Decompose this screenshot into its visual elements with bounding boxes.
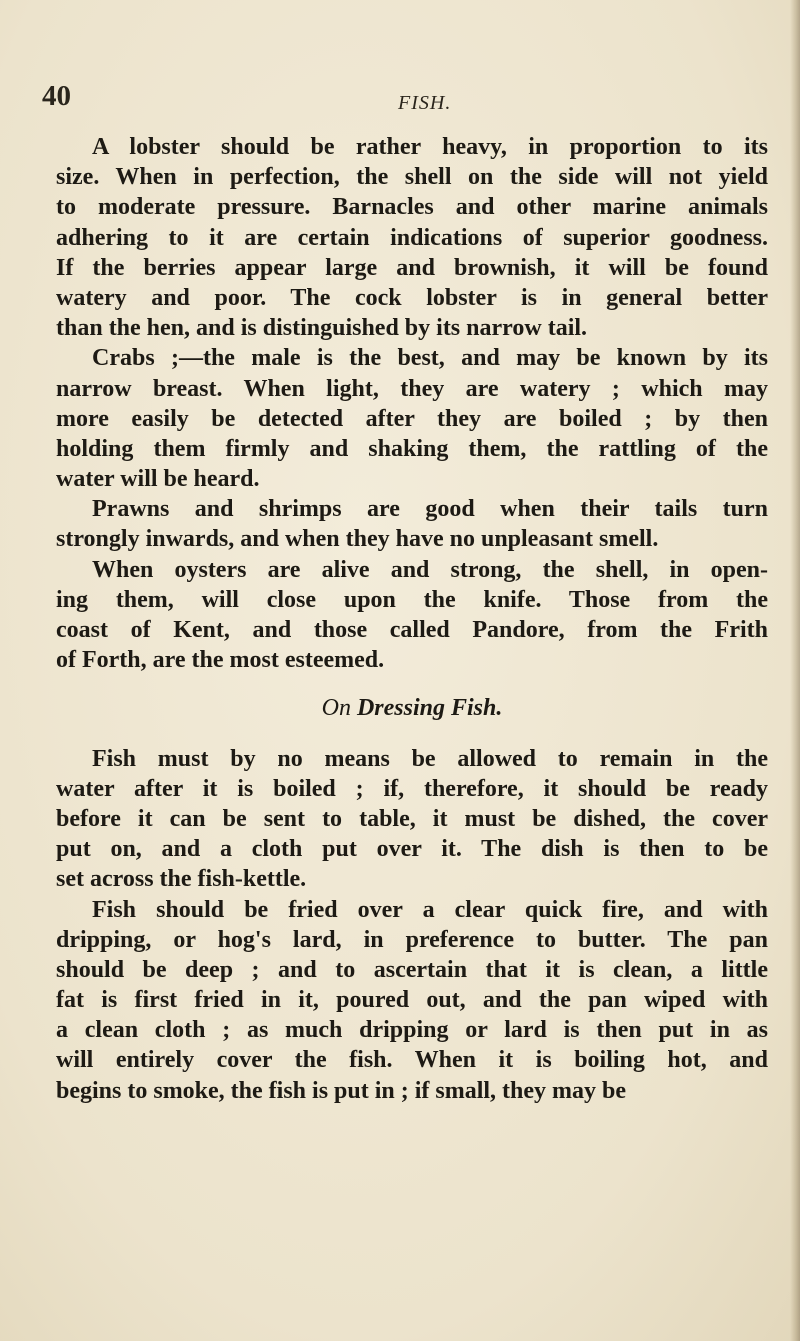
- text-line: begins to smoke, the fish is put in ; if small, they may be: [56, 1077, 627, 1104]
- page-edge-shadow: [790, 0, 800, 1341]
- text-line: more easily be detected after they are boiled ; by then: [56, 405, 768, 432]
- page-header: [0, 80, 800, 120]
- text-line: When oysters are alive and strong, the shell, in open-: [92, 556, 768, 583]
- text-line: water after it is boiled ; if, therefore, it should be ready: [56, 775, 768, 802]
- text-line: set across the fish-kettle.: [56, 866, 307, 893]
- page-number: 40: [42, 80, 71, 112]
- text-line: put on, and a cloth put over it. The dish is then to be: [56, 836, 768, 863]
- text-line: strongly inwards, and when they have no unpleasant smell.: [56, 526, 659, 553]
- paragraph: [56, 343, 768, 494]
- text-line: dripping, or hog's lard, in preference to butter. The pan: [56, 926, 768, 953]
- text-line: size. When in perfection, the shell on the side will not yield: [56, 164, 768, 191]
- section-heading: [56, 693, 768, 723]
- paragraph: [56, 494, 768, 554]
- text-line: will entirely cover the fish. When it is boiling hot, and: [56, 1047, 768, 1074]
- text-line: watery and poor. The cock lobster is in general better: [56, 284, 768, 311]
- text-line: ing them, will close upon the knife. Those from the: [56, 586, 768, 613]
- text-line: Crabs ;—the male is the best, and may be known by its: [92, 345, 768, 372]
- section-heading-title: Dressing Fish.: [356, 695, 503, 722]
- text-line: Prawns and shrimps are good when their tails turn: [92, 496, 768, 523]
- body-text: [56, 132, 768, 1106]
- paragraphs: [56, 132, 768, 675]
- text-line: coast of Kent, and those called Pandore, from the Frith: [56, 617, 768, 643]
- text-line: Fish should be fried over a clear quick fire, and with: [92, 896, 768, 923]
- text-line: than the hen, and is distinguished by its narrow tail.: [56, 315, 588, 342]
- text-line: water will be heard.: [56, 466, 260, 493]
- text-line: of Forth, are the most esteemed.: [56, 647, 385, 674]
- text-line: A lobster should be rather heavy, in proportion to its: [92, 134, 768, 160]
- section-paragraphs: [56, 744, 768, 1106]
- text-line: If the berries appear large and brownish, it will be found: [56, 254, 768, 281]
- text-line: narrow breast. When light, they are watery ; which may: [56, 375, 768, 402]
- text-line: a clean cloth ; as much dripping or lard is then put in as: [56, 1017, 768, 1044]
- text-line: should be deep ; and to ascertain that it is clean, a little: [56, 956, 768, 983]
- text-line: to moderate pressure. Barnacles and other marine animals: [56, 194, 768, 221]
- text-line: Fish must by no means be allowed to remain in the: [92, 745, 768, 772]
- paragraph: [56, 132, 768, 343]
- paragraph: [56, 744, 768, 895]
- text-line: before it can be sent to table, it must be dished, the cover: [56, 805, 768, 832]
- paragraph: [56, 555, 768, 676]
- text-line: holding them firmly and shaking them, the rattling of the: [56, 435, 768, 462]
- paragraph: [56, 895, 768, 1106]
- text-line: adhering to it are certain indications of superior goodness.: [56, 224, 768, 251]
- running-head: FISH.: [398, 92, 452, 114]
- section-heading-prefix: On: [321, 695, 351, 722]
- text-line: fat is first fried in it, poured out, and the pan wiped with: [56, 987, 768, 1014]
